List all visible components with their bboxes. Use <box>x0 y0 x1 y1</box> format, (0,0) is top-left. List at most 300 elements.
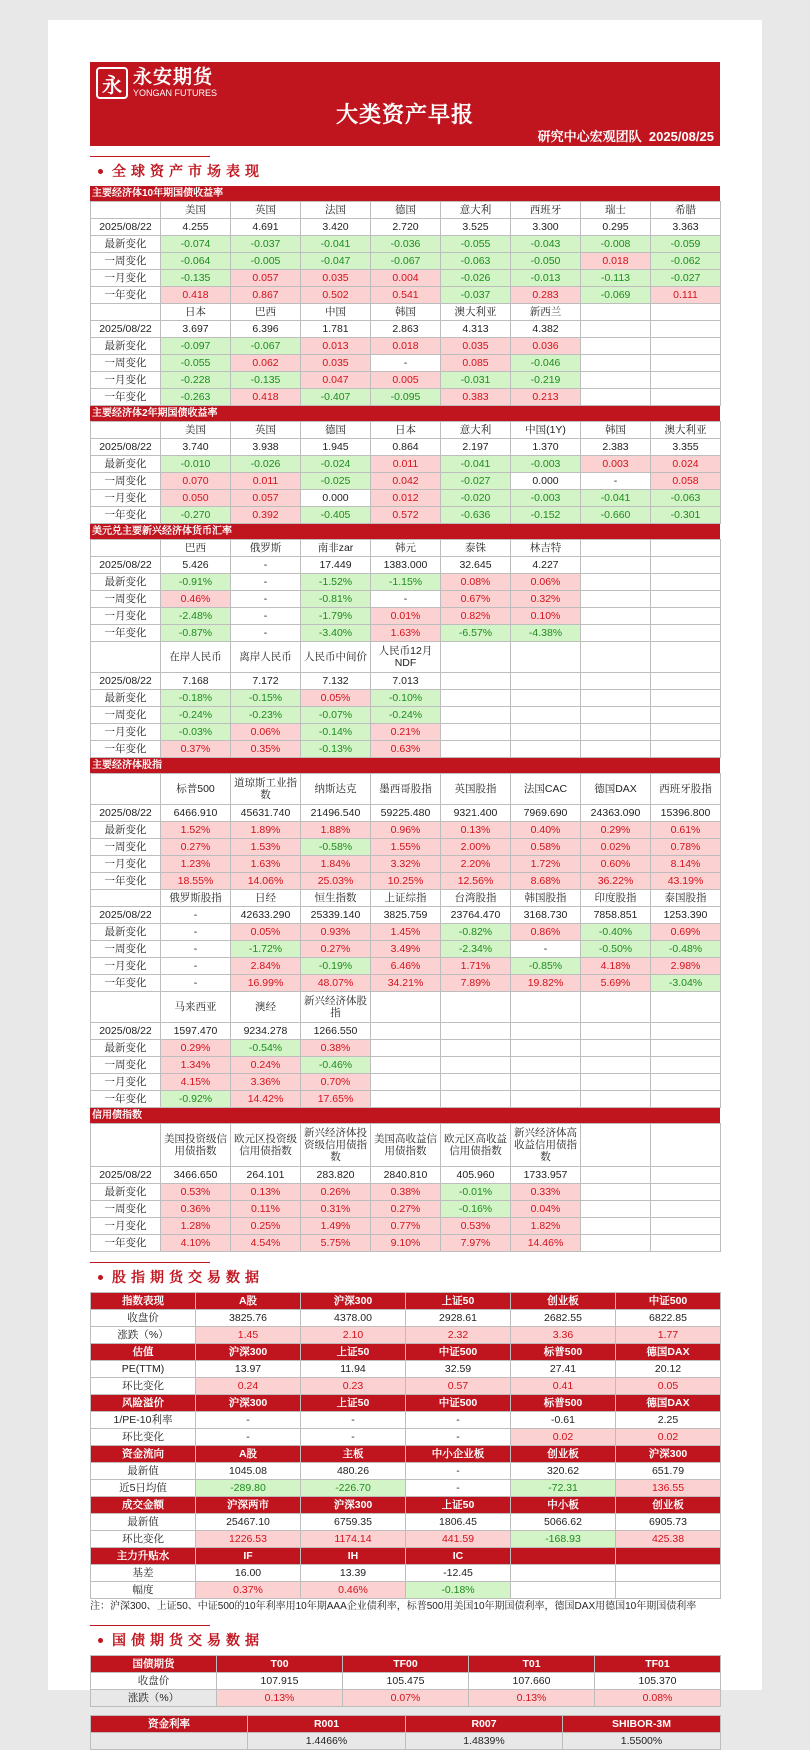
row-label: 一月变化 <box>91 372 161 389</box>
cell-value: -0.15% <box>231 690 301 707</box>
column-header: 韩国股指 <box>511 890 581 907</box>
header-blank <box>91 890 161 907</box>
cell-value: 0.11% <box>231 1201 301 1218</box>
cell-value: 12.56% <box>441 873 511 890</box>
header-blank <box>91 304 161 321</box>
futures-cell: 2.32 <box>406 1327 511 1344</box>
column-header: 英国 <box>231 202 301 219</box>
cell-value: 8.68% <box>511 873 581 890</box>
futures-cell: 5066.62 <box>511 1514 616 1531</box>
futures-header-cell: 成交金额 <box>91 1497 196 1514</box>
cell-value: 0.31% <box>301 1201 371 1218</box>
futures-cell: 0.02 <box>616 1429 721 1446</box>
futures-row-label: 1/PE-10利率 <box>91 1412 196 1429</box>
table-header-row <box>91 890 721 907</box>
cell-value: 0.383 <box>441 389 511 406</box>
futures-header-row <box>91 1497 721 1514</box>
futures-row <box>91 1582 721 1599</box>
cell-value: -0.074 <box>161 236 231 253</box>
row-label: 最新变化 <box>91 338 161 355</box>
table-row <box>91 924 721 941</box>
futures-header-cell: 上证50 <box>301 1395 406 1412</box>
cell-value: 1.781 <box>301 321 371 338</box>
futures-cell <box>511 1565 616 1582</box>
money_rates-header-cell: R007 <box>406 1716 563 1733</box>
cell-value: -0.047 <box>301 253 371 270</box>
cell-value: -0.055 <box>161 355 231 372</box>
table-row <box>91 1040 721 1057</box>
table-row <box>91 389 721 406</box>
cell-value: 0.864 <box>371 439 441 456</box>
futures-cell: 11.94 <box>301 1361 406 1378</box>
cell-value <box>371 1040 441 1057</box>
cell-value <box>581 741 651 758</box>
cell-value: -0.81% <box>301 591 371 608</box>
cell-value: -0.405 <box>301 507 371 524</box>
cell-value: 0.33% <box>511 1184 581 1201</box>
cell-value <box>581 389 651 406</box>
cell-value <box>371 1023 441 1040</box>
row-label: 一月变化 <box>91 856 161 873</box>
cell-value: -0.097 <box>161 338 231 355</box>
cell-value: 0.77% <box>371 1218 441 1235</box>
futures-header-cell: 创业板 <box>616 1497 721 1514</box>
futures-cell: 16.00 <box>196 1565 301 1582</box>
cell-value: 0.27% <box>371 1201 441 1218</box>
money_rates-cell: 1.5500% <box>563 1733 721 1750</box>
row-label: 一月变化 <box>91 724 161 741</box>
cell-value: 1.55% <box>371 839 441 856</box>
cell-value: 0.011 <box>231 473 301 490</box>
cell-value: 0.08% <box>441 574 511 591</box>
futures-cell: 1.77 <box>616 1327 721 1344</box>
futures-header-cell: 上证50 <box>301 1344 406 1361</box>
cell-value: 32.645 <box>441 557 511 574</box>
section-stock-futures-title: 股指期货交易数据 <box>112 1269 264 1285</box>
table-row <box>91 490 721 507</box>
cell-value: 0.418 <box>231 389 301 406</box>
cell-value: -0.031 <box>441 372 511 389</box>
cell-value <box>371 1074 441 1091</box>
cell-value: 3466.650 <box>161 1167 231 1184</box>
cell-value: 2.84% <box>231 958 301 975</box>
column-header: 道琼斯工业指数 <box>231 774 301 805</box>
column-header: 日本 <box>371 422 441 439</box>
cell-value: 0.70% <box>301 1074 371 1091</box>
cell-value <box>651 1091 721 1108</box>
cell-value: 42633.290 <box>231 907 301 924</box>
cell-value: -0.013 <box>511 270 581 287</box>
cell-value <box>581 1057 651 1074</box>
futures-row <box>91 1565 721 1582</box>
cell-value: 7.97% <box>441 1235 511 1252</box>
row-label: 最新变化 <box>91 1184 161 1201</box>
cell-value: 7969.690 <box>511 805 581 822</box>
cell-value: 0.011 <box>371 456 441 473</box>
cell-value: -0.152 <box>511 507 581 524</box>
cell-value: 0.418 <box>161 287 231 304</box>
column-header: 俄罗斯 <box>231 540 301 557</box>
cell-value <box>651 741 721 758</box>
futures-cell: 1.45 <box>196 1327 301 1344</box>
cell-value: 0.53% <box>161 1184 231 1201</box>
futures-header-row <box>91 1548 721 1565</box>
cell-value: -0.067 <box>231 338 301 355</box>
block-title: 主要经济体2年期国债收益率 <box>90 406 720 421</box>
futures-cell: -12.45 <box>406 1565 511 1582</box>
cell-value: -0.24% <box>371 707 441 724</box>
yongan-logo-icon: 永 <box>96 67 128 99</box>
cell-value: 10.25% <box>371 873 441 890</box>
cell-value: 21496.540 <box>301 805 371 822</box>
report-banner <box>90 62 720 146</box>
cell-value: 14.46% <box>511 1235 581 1252</box>
cell-value: -0.041 <box>441 456 511 473</box>
cell-value: 1.82% <box>511 1218 581 1235</box>
cell-value: 0.035 <box>301 270 371 287</box>
cell-value <box>651 372 721 389</box>
cell-value <box>581 1167 651 1184</box>
section-stock-futures-header <box>90 1252 720 1292</box>
cell-value: 0.004 <box>371 270 441 287</box>
report-content <box>90 62 720 1750</box>
table-row <box>91 673 721 690</box>
cell-value: -0.23% <box>231 707 301 724</box>
cell-value: - <box>231 557 301 574</box>
bond_futures-cell: 105.370 <box>595 1673 721 1690</box>
cell-value: 0.27% <box>161 839 231 856</box>
cell-value: 0.050 <box>161 490 231 507</box>
cell-value: -6.57% <box>441 625 511 642</box>
cell-value: 405.960 <box>441 1167 511 1184</box>
column-header: 韩元 <box>371 540 441 557</box>
cell-value <box>651 690 721 707</box>
section-bond-futures-title: 国债期货交易数据 <box>112 1632 264 1648</box>
bond_futures-row-label: 涨跌（%） <box>91 1690 217 1707</box>
cell-value <box>651 673 721 690</box>
futures-header-cell: 沪深300 <box>196 1344 301 1361</box>
cell-value <box>511 707 581 724</box>
cell-value: -1.15% <box>371 574 441 591</box>
cell-value: 0.10% <box>511 608 581 625</box>
cell-value: - <box>161 941 231 958</box>
futures-row-label: 最新值 <box>91 1463 196 1480</box>
money_rates-header-cell: 资金利率 <box>91 1716 248 1733</box>
cell-value: 48.07% <box>301 975 371 992</box>
cell-value: 7858.851 <box>581 907 651 924</box>
report-date: 2025/08/25 <box>648 129 714 144</box>
stock-futures-note: 注：沪深300、上证50、中证500的10年利率用10年期AAA企业债利率，标普500用美国10年期国债利率，德国DAX用德国10年期国债利率 <box>90 1601 697 1612</box>
bond_futures-header-cell: TF00 <box>343 1656 469 1673</box>
cell-value <box>511 690 581 707</box>
column-header <box>651 304 721 321</box>
table-row <box>91 439 721 456</box>
column-header <box>581 992 651 1023</box>
futures-row <box>91 1310 721 1327</box>
table-row <box>91 941 721 958</box>
cell-value: - <box>161 958 231 975</box>
table-row <box>91 975 721 992</box>
cell-value: - <box>161 975 231 992</box>
cell-value: 3.36% <box>231 1074 301 1091</box>
table-row <box>91 270 721 287</box>
cell-value <box>581 591 651 608</box>
cell-value <box>581 1023 651 1040</box>
futures-cell: - <box>301 1412 406 1429</box>
cell-value: 36.22% <box>581 873 651 890</box>
cell-value: -0.10% <box>371 690 441 707</box>
column-header: 中国 <box>301 304 371 321</box>
cell-value: -3.04% <box>651 975 721 992</box>
cell-value: 0.042 <box>371 473 441 490</box>
futures-header-cell: 指数表现 <box>91 1293 196 1310</box>
column-header <box>581 304 651 321</box>
column-header: 美国投资级信用债指数 <box>161 1124 231 1167</box>
bond_futures-header-row <box>91 1656 721 1673</box>
cell-value <box>441 1023 511 1040</box>
futures-header-row <box>91 1293 721 1310</box>
futures-row <box>91 1463 721 1480</box>
column-header: 意大利 <box>441 202 511 219</box>
column-header: 法国CAC <box>511 774 581 805</box>
cell-value: 0.295 <box>581 219 651 236</box>
cell-value: 0.06% <box>231 724 301 741</box>
market-table <box>90 773 721 1108</box>
cell-value: 0.04% <box>511 1201 581 1218</box>
header-blank <box>91 642 161 673</box>
row-label: 一月变化 <box>91 270 161 287</box>
futures-header-cell: IC <box>406 1548 511 1565</box>
cell-value: 3.363 <box>651 219 721 236</box>
cell-value: -0.24% <box>161 707 231 724</box>
cell-value: -4.38% <box>511 625 581 642</box>
bond_futures-cell: 0.13% <box>469 1690 595 1707</box>
cell-value: -0.050 <box>511 253 581 270</box>
cell-value: 24363.090 <box>581 805 651 822</box>
futures-row-label: 环比变化 <box>91 1531 196 1548</box>
column-header <box>441 992 511 1023</box>
cell-value <box>441 1057 511 1074</box>
futures-cell: -0.18% <box>406 1582 511 1599</box>
cell-value: -0.020 <box>441 490 511 507</box>
cell-value: 9321.400 <box>441 805 511 822</box>
cell-value: 1.71% <box>441 958 511 975</box>
futures-header-cell: 沪深300 <box>616 1446 721 1463</box>
cell-value: 7.013 <box>371 673 441 690</box>
table-row <box>91 1023 721 1040</box>
cell-value: -0.041 <box>301 236 371 253</box>
cell-value: -0.263 <box>161 389 231 406</box>
cell-value: 17.449 <box>301 557 371 574</box>
cell-value: 1.49% <box>301 1218 371 1235</box>
cell-value: 3.49% <box>371 941 441 958</box>
cell-value: 4.313 <box>441 321 511 338</box>
cell-value: 0.392 <box>231 507 301 524</box>
futures-row-label: 收盘价 <box>91 1310 196 1327</box>
cell-value: 0.35% <box>231 741 301 758</box>
futures-cell: 6822.85 <box>616 1310 721 1327</box>
cell-value: -0.025 <box>301 473 371 490</box>
futures-cell: 25467.10 <box>196 1514 301 1531</box>
row-label: 一月变化 <box>91 490 161 507</box>
cell-value: 7.168 <box>161 673 231 690</box>
cell-value: 0.13% <box>231 1184 301 1201</box>
futures-row-label: 幅度 <box>91 1582 196 1599</box>
table-row <box>91 741 721 758</box>
row-label: 一年变化 <box>91 975 161 992</box>
money_rates-header-cell: R001 <box>248 1716 406 1733</box>
column-header <box>651 1124 721 1167</box>
cell-value <box>651 707 721 724</box>
row-label: 一周变化 <box>91 1201 161 1218</box>
table-row <box>91 1074 721 1091</box>
futures-cell: 136.55 <box>616 1480 721 1497</box>
table-header-row <box>91 202 721 219</box>
cell-value: 25.03% <box>301 873 371 890</box>
cell-value: -0.027 <box>441 473 511 490</box>
cell-value: -0.407 <box>301 389 371 406</box>
cell-value: -0.037 <box>441 287 511 304</box>
bond_futures-row <box>91 1690 721 1707</box>
table-row <box>91 456 721 473</box>
row-label: 最新变化 <box>91 690 161 707</box>
cell-value <box>581 673 651 690</box>
row-label: 一年变化 <box>91 741 161 758</box>
market-table <box>90 201 721 406</box>
cell-value: -0.270 <box>161 507 231 524</box>
table-row <box>91 591 721 608</box>
futures-header-cell: 创业板 <box>511 1293 616 1310</box>
cell-value: 3.420 <box>301 219 371 236</box>
futures-header-cell: 标普500 <box>511 1395 616 1412</box>
row-label: 最新变化 <box>91 236 161 253</box>
column-header: 澳经 <box>231 992 301 1023</box>
market-table <box>90 1123 721 1252</box>
cell-value: - <box>371 355 441 372</box>
futures-cell: 13.39 <box>301 1565 406 1582</box>
cell-value: 1383.000 <box>371 557 441 574</box>
row-label: 2025/08/22 <box>91 1023 161 1040</box>
column-header: 新兴经济体投资级信用债指数 <box>301 1124 371 1167</box>
cell-value: 3825.759 <box>371 907 441 924</box>
cell-value: 0.32% <box>511 591 581 608</box>
table-row <box>91 856 721 873</box>
cell-value: 2.197 <box>441 439 511 456</box>
section-global-header <box>90 146 720 186</box>
table-row <box>91 608 721 625</box>
row-label: 一年变化 <box>91 507 161 524</box>
table-row <box>91 219 721 236</box>
cell-value: 0.000 <box>511 473 581 490</box>
cell-value: 4.227 <box>511 557 581 574</box>
futures-row <box>91 1531 721 1548</box>
cell-value: -0.16% <box>441 1201 511 1218</box>
cell-value: 2.720 <box>371 219 441 236</box>
table-header-row <box>91 422 721 439</box>
column-header: 日本 <box>161 304 231 321</box>
header-blank <box>91 422 161 439</box>
table-row <box>91 372 721 389</box>
futures-header-cell: 中证500 <box>406 1344 511 1361</box>
column-header: 新兴经济体股指 <box>301 992 371 1023</box>
money_rates-header-cell: SHIBOR-3M <box>563 1716 721 1733</box>
cell-value: 3168.730 <box>511 907 581 924</box>
row-label: 一周变化 <box>91 473 161 490</box>
row-label: 2025/08/22 <box>91 557 161 574</box>
column-header: 西班牙 <box>511 202 581 219</box>
futures-header-cell: 沪深300 <box>301 1293 406 1310</box>
column-header: 俄罗斯股指 <box>161 890 231 907</box>
cell-value: 17.65% <box>301 1091 371 1108</box>
row-label: 最新变化 <box>91 574 161 591</box>
cell-value: -0.062 <box>651 253 721 270</box>
column-header: 纳斯达克 <box>301 774 371 805</box>
table-header-row <box>91 774 721 805</box>
futures-header-cell: 中小企业板 <box>406 1446 511 1463</box>
futures-cell: -226.70 <box>301 1480 406 1497</box>
column-header: 西班牙股指 <box>651 774 721 805</box>
column-header: 墨西哥股指 <box>371 774 441 805</box>
cell-value: -0.14% <box>301 724 371 741</box>
cell-value: 0.024 <box>651 456 721 473</box>
cell-value: -0.46% <box>301 1057 371 1074</box>
column-header: 美国高收益信用债指数 <box>371 1124 441 1167</box>
cell-value: -0.01% <box>441 1184 511 1201</box>
column-header: 标普500 <box>161 774 231 805</box>
row-label: 2025/08/22 <box>91 673 161 690</box>
futures-cell: - <box>301 1429 406 1446</box>
cell-value: -0.219 <box>511 372 581 389</box>
cell-value: -0.82% <box>441 924 511 941</box>
cell-value: 1.23% <box>161 856 231 873</box>
cell-value: -0.660 <box>581 507 651 524</box>
cell-value: 3.938 <box>231 439 301 456</box>
cell-value <box>651 1074 721 1091</box>
cell-value <box>581 1235 651 1252</box>
bond_futures-cell: 0.13% <box>217 1690 343 1707</box>
cell-value: -0.008 <box>581 236 651 253</box>
cell-value: 0.012 <box>371 490 441 507</box>
column-header: 希腊 <box>651 202 721 219</box>
cell-value: 4.15% <box>161 1074 231 1091</box>
yongan-logo <box>96 67 217 99</box>
column-header: 韩国 <box>581 422 651 439</box>
column-header <box>581 1124 651 1167</box>
cell-value: -0.92% <box>161 1091 231 1108</box>
cell-value <box>511 741 581 758</box>
cell-value: 43.19% <box>651 873 721 890</box>
column-header: 欧元区高收益信用债指数 <box>441 1124 511 1167</box>
futures-header-cell: 创业板 <box>511 1446 616 1463</box>
cell-value: - <box>581 473 651 490</box>
row-label: 一周变化 <box>91 591 161 608</box>
cell-value: 0.69% <box>651 924 721 941</box>
cell-value <box>511 724 581 741</box>
bond_futures-header-cell: TF01 <box>595 1656 721 1673</box>
futures-cell: 320.62 <box>511 1463 616 1480</box>
cell-value <box>651 1023 721 1040</box>
bond_futures-header-cell: T01 <box>469 1656 595 1673</box>
cell-value: 19.82% <box>511 975 581 992</box>
futures-header-cell: 估值 <box>91 1344 196 1361</box>
header-blank <box>91 992 161 1023</box>
futures-cell: - <box>406 1480 511 1497</box>
cell-value: 45631.740 <box>231 805 301 822</box>
futures-row <box>91 1480 721 1497</box>
cell-value: 9.10% <box>371 1235 441 1252</box>
cell-value: -0.095 <box>371 389 441 406</box>
futures-header-cell <box>616 1548 721 1565</box>
